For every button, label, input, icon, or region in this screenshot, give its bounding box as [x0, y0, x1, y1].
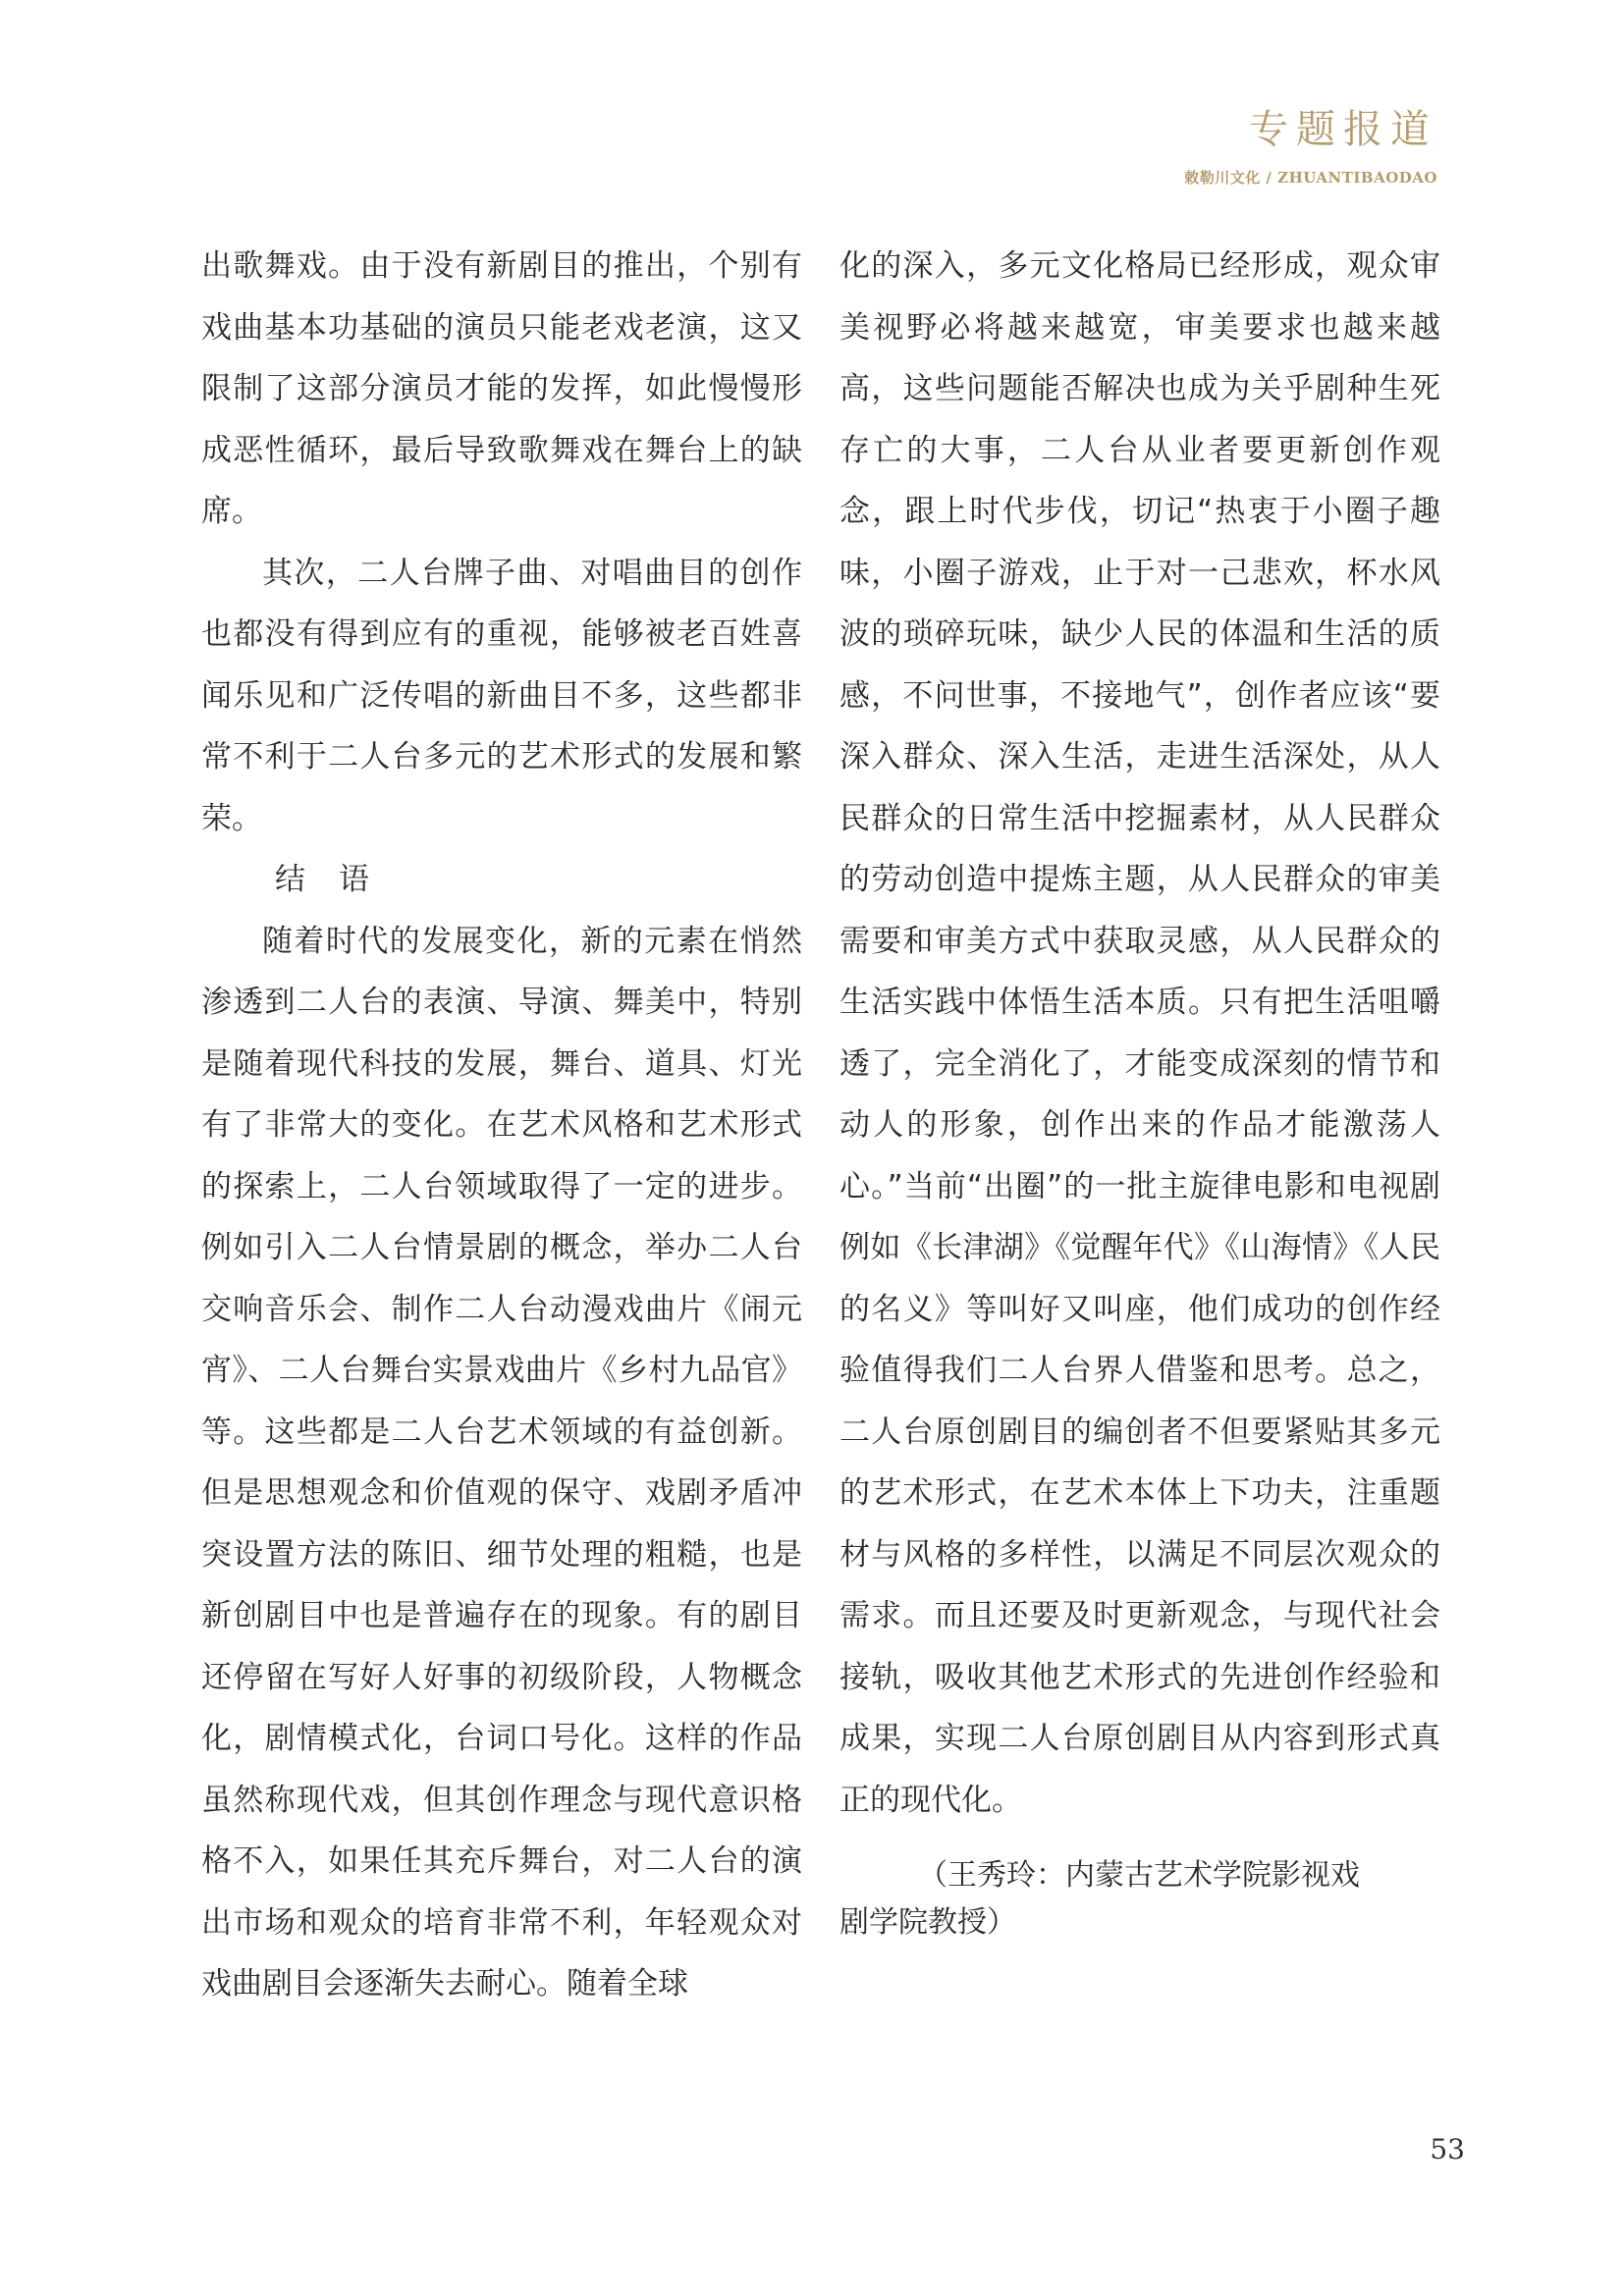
heading-char: 结: [275, 862, 305, 897]
paragraph: 随着时代的发展变化，新的元素在悄然渗透到二人台的表演、导演、舞美中，特别是随着现代科技的发展，舞台、道具、灯光有了非常大的变化。在艺术风格和艺术形式的探索上，二人台领域取得了一定的进步。例如引入二人台情景剧的概念，举办二人台交响音乐会、制作二人台动漫戏曲片《闹元宵》、二人台舞台实景戏曲片《乡村九品官》等。这些都是二人台艺术领域的有益创新。但是思想观念和价值观的保守、戏剧矛盾冲突设置方法的陈旧、细节处理的粗糙，也是新创剧目中也是普遍存在的现象。有的剧目还停留在写好人好事的初级阶段，人物概念化，剧情模式化，台词口号化。这样的作品虽然称现代戏，但其创作理念与现代意识格格不入，如果任其充斥舞台，对二人台的演出市场和观众的培育非常不利，年轻观众对戏曲剧目会逐渐失去耐心。随着全球: [201, 923, 802, 2002]
magazine-subtitle: 敕勒川文化 / ZHUANTIBAODAO: [1184, 169, 1437, 187]
section-title: 专题报道: [1249, 107, 1437, 152]
author-byline-continued: 剧学院教授）: [839, 1905, 1016, 1940]
paragraph: 其次，二人台牌子曲、对唱曲目的创作也都没有得到应有的重视，能够被老百姓喜闻乐见和广泛传唱的新曲目不多，这些都非常不利于二人台多元的艺术形式的发展和繁荣。: [201, 555, 802, 836]
right-column: [839, 236, 1440, 1947]
section-heading: [201, 849, 802, 911]
page-number: 53: [1430, 2133, 1465, 2165]
page-header: [1184, 107, 1437, 187]
heading-char: 语: [339, 862, 369, 897]
paragraph: 出歌舞戏。由于没有新剧目的推出，个别有戏曲基本功基础的演员只能老戏老演，这又限制了这部分演员才能的发挥，如此慢慢形成恶性循环，最后导致歌舞戏在舞台上的缺席。: [201, 248, 802, 529]
author-byline: （王秀玲：内蒙古艺术学院影视戏: [918, 1858, 1360, 1893]
left-column: [201, 236, 802, 2015]
paragraph: 化的深入，多元文化格局已经形成，观众审美视野必将越来越宽，审美要求也越来越高，这些问题能否解决也成为关乎剧种生死存亡的大事，二人台从业者要更新创作观念，跟上时代步伐，切记“热衷于小圈子趣味，小圈子游戏，止于对一己悲欢，杯水风波的琐碎玩味，缺少人民的体温和生活的质感，不问世事，不接地气”，创作者应该“要深入群众、深入生活，走进生活深处，从人民群众的日常生活中挖掘素材，从人民群众的劳动创造中提炼主题，从人民群众的审美需要和审美方式中获取灵感，从人民群众的生活实践中体悟生活本质。只有把生活咀嚼透了，完全消化了，才能变成深刻的情节和动人的形象，创作出来的作品才能激荡人心。”当前“出圈”的一批主旋律电影和电视剧例如《长津湖》《觉醒年代》《山海情》《人民的名义》等叫好又叫座，他们成功的创作经验值得我们二人台界人借鉴和思考。总之，二人台原创剧目的编创者不但要紧贴其多元的艺术形式，在艺术本体上下功夫，注重题材与风格的多样性，以满足不同层次观众的需求。而且还要及时更新观念，与现代社会接轨，吸收其他艺术形式的先进创作经验和成果，实现二人台原创剧目从内容到形式真正的现代化。: [839, 248, 1440, 1818]
